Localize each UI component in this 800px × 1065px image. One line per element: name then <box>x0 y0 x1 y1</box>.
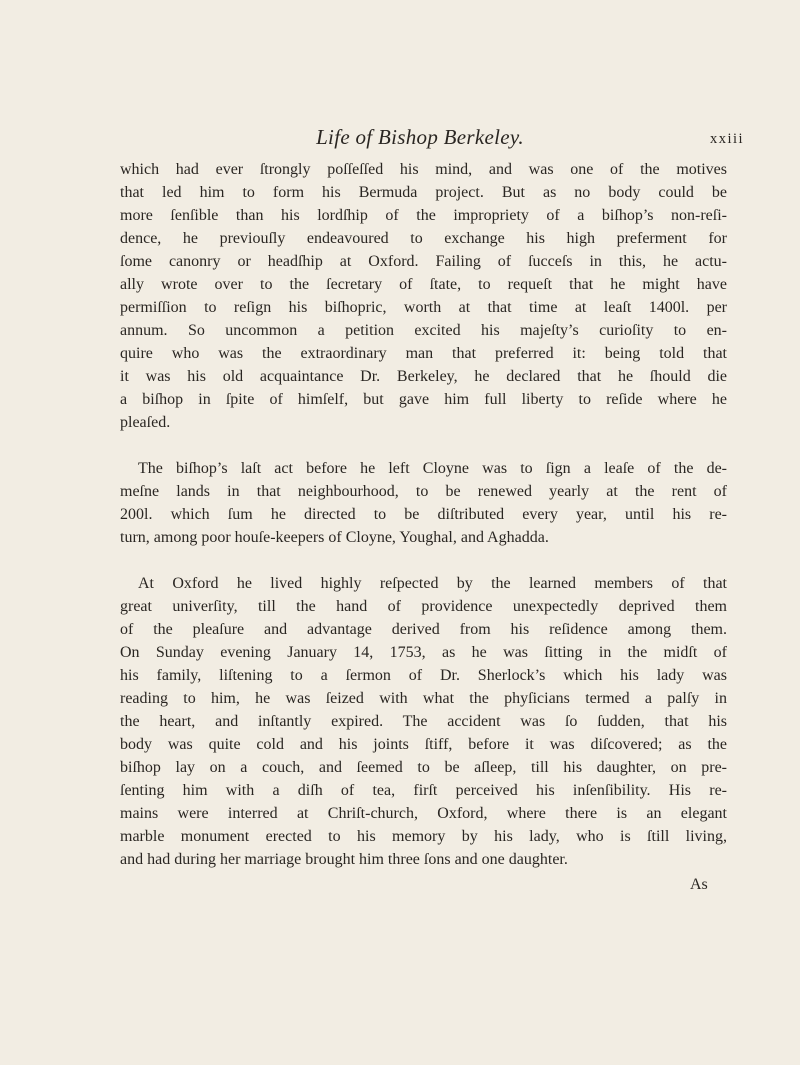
text-line: On Sunday evening January 14, 1753, as he was ſitting in the midſt of <box>120 644 727 661</box>
text-line: great univerſity, till the hand of providence unexpectedly deprived them <box>120 598 727 615</box>
text-line: pleaſed. <box>120 414 171 431</box>
text-line: At Oxford he lived highly reſpected by the learned members of that <box>138 575 727 592</box>
paragraph-2 <box>120 457 727 549</box>
text-line: 200l. which ſum he directed to be diſtributed every year, until his re- <box>120 506 727 523</box>
text-line: ſenting him with a diſh of tea, firſt perceived his inſenſibility. His re- <box>120 782 727 799</box>
text-line: annum. So uncommon a petition excited his majeſty’s curioſity to en- <box>120 322 727 339</box>
text-line: marble monument erected to his memory by his lady, who is ſtill living, <box>120 828 727 845</box>
text-line: mains were interred at Chriſt-church, Oxford, where there is an elegant <box>120 805 727 822</box>
text-line: his family, liſtening to a ſermon of Dr. Sherlock’s which his lady was <box>120 667 727 684</box>
text-line: it was his old acquaintance Dr. Berkeley, he declared that he ſhould die <box>120 368 727 385</box>
text-line: turn, among poor houſe-keepers of Cloyne, Youghal, and Aghadda. <box>120 529 549 546</box>
body-text <box>120 158 727 871</box>
running-head <box>120 125 800 155</box>
text-line: reading to him, he was ſeized with what the phyſicians termed a palſy in <box>120 690 727 707</box>
text-line: meſne lands in that neighbourhood, to be renewed yearly at the rent of <box>120 483 727 500</box>
paragraph-3 <box>120 572 727 871</box>
text-line: more ſenſible than his lordſhip of the impropriety of a biſhop’s non-reſi- <box>120 207 727 224</box>
paragraph-gap <box>120 434 727 457</box>
page-number: xxiii <box>710 131 745 147</box>
catchword: As <box>690 876 708 893</box>
text-line: dence, he previouſly endeavoured to exchange his high preferment for <box>120 230 727 247</box>
text-line: ally wrote over to the ſecretary of ſtate, to requeſt that he might have <box>120 276 727 293</box>
text-line: which had ever ſtrongly poſſeſſed his mind, and was one of the motives <box>120 161 727 178</box>
running-title: Life of Bishop Berkeley. <box>316 125 524 149</box>
text-line: body was quite cold and his joints ſtiff, before it was diſcovered; as the <box>120 736 727 753</box>
text-line: permiſſion to reſign his biſhopric, worth at that time at leaſt 1400l. per <box>120 299 727 316</box>
paragraph-gap <box>120 549 727 572</box>
text-line: biſhop lay on a couch, and ſeemed to be aſleep, till his daughter, on pre- <box>120 759 727 776</box>
text-line: and had during her marriage brought him three ſons and one daughter. <box>120 851 568 868</box>
text-line: quire who was the extraordinary man that preferred it: being told that <box>120 345 727 362</box>
text-line: of the pleaſure and advantage derived from his reſidence among them. <box>120 621 727 638</box>
text-line: that led him to form his Bermuda project. But as no body could be <box>120 184 727 201</box>
paragraph-1 <box>120 158 727 434</box>
text-line: a biſhop in ſpite of himſelf, but gave him full liberty to reſide where he <box>120 391 727 408</box>
text-line: The biſhop’s laſt act before he left Cloyne was to ſign a leaſe of the de- <box>138 460 727 477</box>
text-line: the heart, and inſtantly expired. The accident was ſo ſudden, that his <box>120 713 727 730</box>
text-line: ſome canonry or headſhip at Oxford. Failing of ſucceſs in this, he actu- <box>120 253 727 270</box>
